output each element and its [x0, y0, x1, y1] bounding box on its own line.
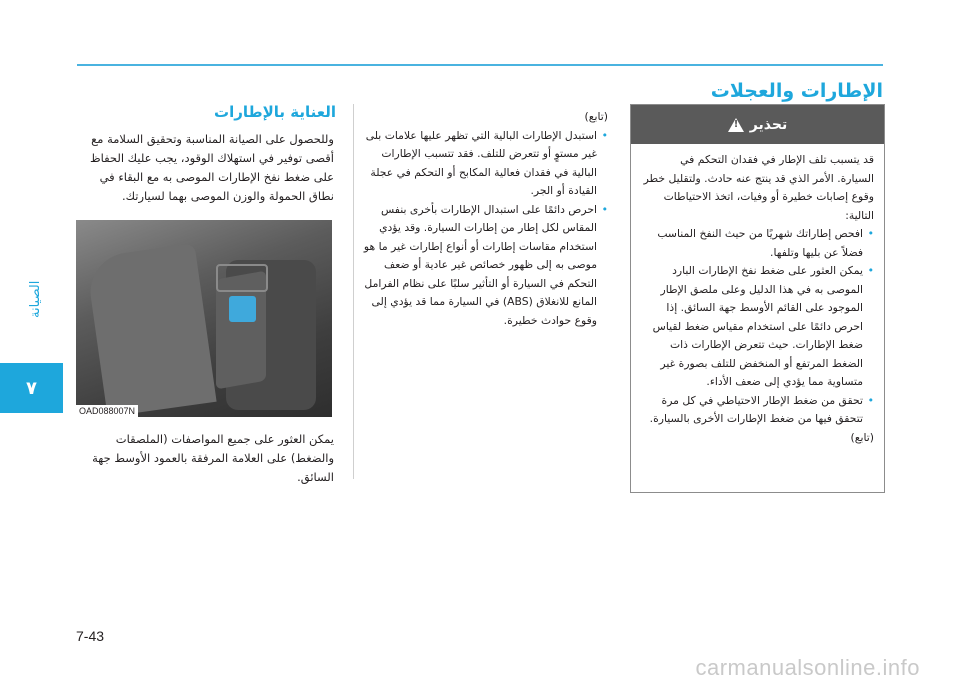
subheading: العناية بالإطارات: [214, 103, 336, 121]
continued-top-label: (تابع): [584, 110, 608, 123]
tire-label-highlight: [229, 296, 256, 322]
warning-triangle-icon: [728, 118, 744, 132]
section-title: الإطارات والعجلات: [710, 80, 883, 102]
warning-intro: قد يتسبب تلف الإطار في فقدان التحكم في السيارة. الأمر الذي قد ينتج عنه حادث. ولتقليل خطر وقوع إصابات خطيرة أو وفيات، اتخذ الاحتياطات التالية:: [643, 153, 874, 222]
warning-continued-column: [352, 104, 614, 330]
warning-header: [631, 105, 884, 144]
warning-box: [630, 104, 885, 493]
warning-list: [641, 225, 874, 429]
tire-label-photo: [76, 220, 332, 417]
warning-item: • تحقق من ضغط الإطار الاحتياطي في كل مرة تتحقق فيها من ضغط الإطارات الأخرى بالسيارة.: [641, 392, 874, 429]
chapter-number: ٧: [26, 377, 37, 399]
warning-item: • افحص إطاراتك شهريًا من حيث النفخ المناسب فضلاً عن بليها وتلفها.: [641, 225, 874, 262]
warning-title: تحذير: [749, 116, 788, 133]
pillar-outline: [216, 264, 268, 292]
header-rule: [77, 64, 883, 66]
chapter-tab: [0, 363, 63, 413]
warning-body: [631, 144, 884, 447]
photo-code: OAD088007N: [76, 405, 138, 417]
seat-bolster: [85, 243, 216, 417]
warning-item: • يمكن العثور على ضغط نفخ الإطارات البارد الموصى به في هذا الدليل وعلى ملصق الإطار الموجود على القائم الأوسط جهة السائق. إذا احرص دائمًا على استخدام مقياس ضغط لقياس ضغط الإطارات. حيث تتعرض الإطارات ذات الضغط المرتفع أو المنخفض للتلف بصورة غير متساوية مما يؤدي إلى ضعف الأداء.: [641, 262, 874, 392]
continued-item: • استبدل الإطارات البالية التي تظهر عليها علامات بلى غير مستوٍ أو تتعرض للتلف. فقد تتسبب الإطارات البالية في فقدان فعالية المكابح أو التحكم في عجلة القيادة أو الجر.: [358, 127, 608, 201]
label-location-paragraph: يمكن العثور على جميع المواصفات (الملصقات والضغط) على العلامة المرفقة بالعمود الأوسط جهة السائق.: [92, 432, 334, 484]
continued-label: (تابع): [850, 430, 874, 444]
watermark: carmanualsonline.info: [695, 655, 920, 680]
continued-item: • احرص دائمًا على استبدال الإطارات بأخرى بنفس المقاس لكل إطار من إطارات السيارة. وقد يؤدي استخدام مقاسات إطارات أو أنواع إطارات غير ما هو موصى به إلى ظهور خصائص غير عادية أو ضعف التحكم في السيارة أو التأثير سلبًا على نظام الفرامل المانع للانغلاق (ABS) في السيارة مما قد يؤدي إلى وقوع حوادث خطيرة.: [358, 201, 608, 331]
continued-list: [358, 127, 608, 331]
page-number: 7-43: [76, 628, 105, 644]
chapter-side-label: الصيانة: [28, 280, 43, 318]
intro-paragraph: وللحصول على الصيانة المناسبة وتحقيق السلامة مع أقصى توفير في استهلاك الوقود، يجب عليك الحفاظ على ضغط نفخ الإطارات الموصى به مع البقاء في نطاق الحمولة والوزن الموصى بهما لسيارتك.: [89, 132, 334, 203]
